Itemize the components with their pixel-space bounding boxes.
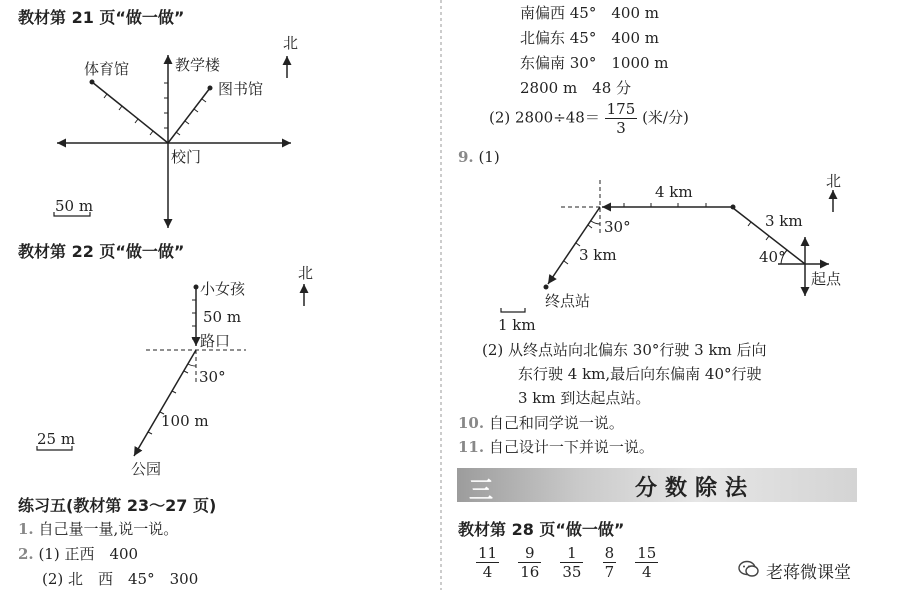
wechat-icon — [738, 559, 760, 579]
d2-cross-label: 路口 — [200, 332, 231, 350]
fraction-4 — [603, 544, 617, 581]
d1-north-label: 北 — [283, 34, 299, 52]
d3-scale-bar — [501, 308, 525, 312]
d3-angle-left-label: 30° — [604, 218, 631, 236]
d1-teaching-building-label: 教学楼 — [175, 56, 221, 74]
q10-number: 10. — [458, 414, 485, 432]
fraction-3-denominator: 35 — [562, 563, 582, 581]
d2-park-label: 公园 — [131, 460, 162, 478]
heading-p22: 教材第 22 页“做一做” — [18, 242, 185, 261]
fraction-5 — [635, 544, 658, 581]
fraction-2-denominator: 16 — [520, 563, 540, 581]
d3-dist-right-label: 3 km — [765, 212, 803, 230]
d3-dist-left-label: 3 km — [579, 246, 617, 264]
d1-library-label: 图书馆 — [218, 80, 264, 98]
answer-line-4: 2800 m 48 分 — [520, 79, 632, 97]
answer-line-1: 南偏西 45° 400 m — [520, 4, 659, 22]
fraction-5-denominator: 4 — [641, 563, 652, 581]
d1-gym-label: 体育馆 — [84, 60, 130, 78]
d3-start-label: 起点 — [811, 270, 842, 288]
chapter-title: 分数除法 — [635, 475, 756, 501]
d3-dist-top-label: 4 km — [655, 183, 693, 201]
heading-p21: 教材第 21 页“做一做” — [18, 8, 185, 27]
q2b-text: (2) 北 西 45° 300 — [42, 570, 199, 588]
fraction-1 — [476, 544, 499, 581]
speed-equation-prefix: (2) 2800÷48＝ — [489, 108, 600, 127]
q11-number: 11. — [458, 438, 485, 456]
q1-text: 自己量一量,说一说。 — [38, 520, 179, 538]
heading-exercise5: 练习五(教材第 23～27 页) — [18, 496, 217, 515]
watermark-text: 老蒋微课堂 — [766, 563, 851, 583]
d2-scale-label: 25 m — [37, 430, 76, 448]
fraction-2 — [518, 544, 541, 581]
q2a-text: (1) 正西 400 — [38, 545, 139, 563]
d1-scale-label: 50 m — [55, 197, 94, 215]
fraction-3 — [560, 544, 583, 581]
chapter-number: 三 — [469, 475, 493, 504]
q9-part2-line2: 东行驶 4 km,最后向东偏南 40°行驶 — [518, 365, 762, 383]
q9-part2-line1: (2) 从终点站向北偏东 30°行驶 3 km 后向 — [482, 341, 767, 359]
q9-number: 9. — [458, 148, 474, 166]
fraction-2-numerator: 9 — [518, 544, 541, 563]
fraction-3-numerator: 1 — [560, 544, 583, 563]
d3-angle-right-label: 40° — [759, 248, 786, 266]
speed-equation-unit: (米/分) — [642, 108, 689, 127]
fraction-5-numerator: 15 — [637, 544, 657, 562]
fraction-1-numerator: 11 — [478, 544, 498, 562]
q1-number: 1. — [18, 520, 34, 538]
d2-dist1-label: 50 m — [203, 308, 242, 326]
speed-fraction-denominator: 3 — [616, 119, 626, 137]
d2-north-label: 北 — [298, 264, 314, 282]
q10-text: 自己和同学说一说。 — [488, 414, 624, 432]
chapter-banner — [457, 468, 857, 502]
d1-gate-label: 校门 — [171, 148, 202, 166]
q9-part1: (1) — [478, 148, 500, 166]
q11-text: 自己设计一下并说一说。 — [488, 438, 654, 456]
answer-line-2: 北偏东 45° 400 m — [520, 29, 659, 47]
fraction-4-denominator: 7 — [604, 563, 615, 581]
q2-number: 2. — [18, 545, 34, 563]
heading-p28: 教材第 28 页“做一做” — [458, 520, 625, 539]
fraction-answers — [476, 544, 658, 581]
d2-angle-label: 30° — [199, 368, 226, 386]
fraction-1-denominator: 4 — [482, 563, 493, 581]
d3-end-label: 终点站 — [545, 292, 591, 310]
d3-north-label: 北 — [826, 172, 842, 190]
speed-fraction-numerator: 175 — [606, 100, 636, 118]
q9-part2-line3: 3 km 到达起点站。 — [518, 389, 651, 407]
fraction-4-numerator: 8 — [604, 544, 615, 562]
d2-girl-label: 小女孩 — [200, 280, 246, 298]
d3-scale-label: 1 km — [498, 316, 536, 334]
d2-dist2-label: 100 m — [161, 412, 209, 430]
answer-line-3: 东偏南 30° 1000 m — [520, 54, 669, 72]
